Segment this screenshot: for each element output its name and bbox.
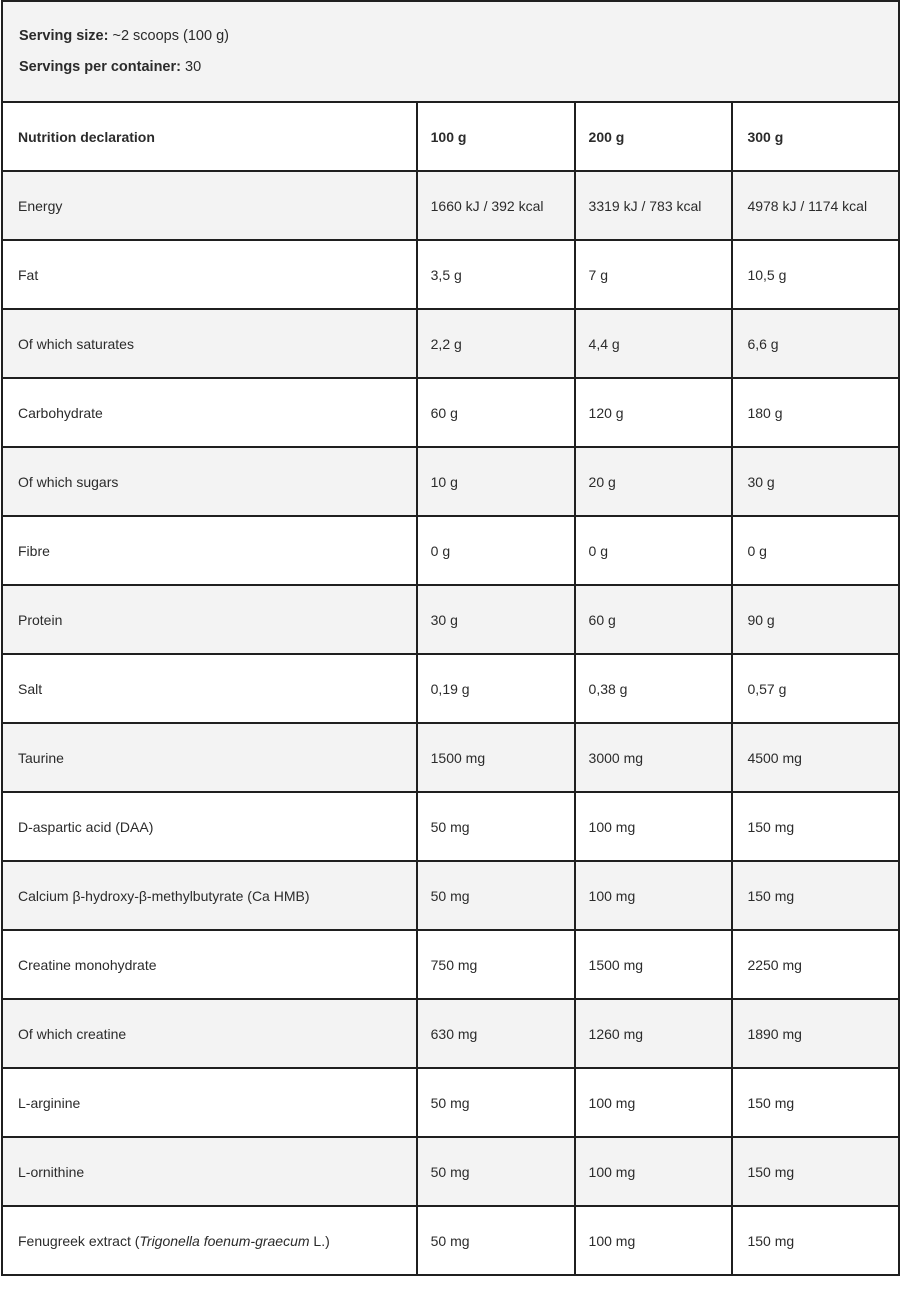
nutrient-name-latin: Trigonella foenum-graecum xyxy=(139,1232,310,1249)
serving-size-line xyxy=(19,21,898,52)
value-200g: 100 mg xyxy=(575,1206,733,1275)
value-200g: 100 mg xyxy=(575,1068,733,1137)
value-100g: 30 g xyxy=(417,585,575,654)
table-row xyxy=(2,723,899,792)
nutrient-name: Carbohydrate xyxy=(2,378,417,447)
nutrient-name: Of which sugars xyxy=(2,447,417,516)
nutrient-name-prefix: Fenugreek extract ( xyxy=(18,1232,140,1249)
value-100g: 0,19 g xyxy=(417,654,575,723)
value-200g: 4,4 g xyxy=(575,309,733,378)
nutrient-name: Of which creatine xyxy=(2,999,417,1068)
value-100g: 1500 mg xyxy=(417,723,575,792)
header-nutrition-declaration: Nutrition declaration xyxy=(2,102,417,171)
table-row xyxy=(2,1137,899,1206)
table-row xyxy=(2,309,899,378)
servings-per-container-label: Servings per container: xyxy=(19,58,181,75)
value-300g: 150 mg xyxy=(732,1068,899,1137)
value-200g: 1260 mg xyxy=(575,999,733,1068)
nutrient-name: Protein xyxy=(2,585,417,654)
nutrient-name: L-arginine xyxy=(2,1068,417,1137)
nutrient-name: Fat xyxy=(2,240,417,309)
table-row xyxy=(2,585,899,654)
header-100g: 100 g xyxy=(417,102,575,171)
value-200g: 100 mg xyxy=(575,861,733,930)
value-300g: 30 g xyxy=(732,447,899,516)
value-300g: 150 mg xyxy=(732,792,899,861)
nutrition-table-body xyxy=(2,1,899,1275)
value-300g: 180 g xyxy=(732,378,899,447)
value-200g: 0,38 g xyxy=(575,654,733,723)
value-100g: 1660 kJ / 392 kcal xyxy=(417,171,575,240)
value-200g: 0 g xyxy=(575,516,733,585)
nutrient-name xyxy=(2,1206,417,1275)
value-200g: 1500 mg xyxy=(575,930,733,999)
table-row xyxy=(2,516,899,585)
nutrient-name: L-ornithine xyxy=(2,1137,417,1206)
value-300g: 90 g xyxy=(732,585,899,654)
nutrient-name: Energy xyxy=(2,171,417,240)
value-100g: 60 g xyxy=(417,378,575,447)
nutrient-name: Taurine xyxy=(2,723,417,792)
table-row xyxy=(2,240,899,309)
value-200g: 20 g xyxy=(575,447,733,516)
nutrient-name: Salt xyxy=(2,654,417,723)
value-300g: 4500 mg xyxy=(732,723,899,792)
nutrient-name: Calcium β-hydroxy-β-methylbutyrate (Ca HMB) xyxy=(2,861,417,930)
serving-size-label: Serving size: xyxy=(19,27,109,44)
value-100g: 50 mg xyxy=(417,792,575,861)
value-200g: 7 g xyxy=(575,240,733,309)
value-100g: 50 mg xyxy=(417,1137,575,1206)
table-row xyxy=(2,999,899,1068)
table-header-row xyxy=(2,102,899,171)
value-300g: 150 mg xyxy=(732,1137,899,1206)
value-300g: 4978 kJ / 1174 kcal xyxy=(732,171,899,240)
nutrition-table xyxy=(1,0,900,1276)
table-row xyxy=(2,930,899,999)
nutrient-name: Fibre xyxy=(2,516,417,585)
value-300g: 10,5 g xyxy=(732,240,899,309)
value-100g: 10 g xyxy=(417,447,575,516)
value-300g: 2250 mg xyxy=(732,930,899,999)
serving-size-value: ~2 scoops (100 g) xyxy=(112,27,229,44)
value-100g: 50 mg xyxy=(417,1068,575,1137)
serving-info-row xyxy=(2,1,899,102)
value-100g: 630 mg xyxy=(417,999,575,1068)
table-row xyxy=(2,654,899,723)
nutrient-name: Creatine monohydrate xyxy=(2,930,417,999)
table-row xyxy=(2,861,899,930)
value-300g: 150 mg xyxy=(732,1206,899,1275)
table-row xyxy=(2,792,899,861)
value-100g: 3,5 g xyxy=(417,240,575,309)
serving-info-cell xyxy=(2,1,899,102)
nutrient-name-suffix: L.) xyxy=(309,1232,330,1249)
servings-per-container-line xyxy=(19,52,898,83)
header-300g: 300 g xyxy=(732,102,899,171)
table-row xyxy=(2,378,899,447)
value-200g: 100 mg xyxy=(575,1137,733,1206)
nutrient-name: D-aspartic acid (DAA) xyxy=(2,792,417,861)
value-300g: 1890 mg xyxy=(732,999,899,1068)
value-200g: 3000 mg xyxy=(575,723,733,792)
nutrient-name: Of which saturates xyxy=(2,309,417,378)
table-row xyxy=(2,171,899,240)
value-100g: 0 g xyxy=(417,516,575,585)
value-300g: 6,6 g xyxy=(732,309,899,378)
value-300g: 0 g xyxy=(732,516,899,585)
value-100g: 2,2 g xyxy=(417,309,575,378)
value-100g: 50 mg xyxy=(417,1206,575,1275)
servings-per-container-value: 30 xyxy=(185,58,202,75)
header-200g: 200 g xyxy=(575,102,733,171)
value-200g: 3319 kJ / 783 kcal xyxy=(575,171,733,240)
table-row xyxy=(2,447,899,516)
value-100g: 50 mg xyxy=(417,861,575,930)
table-row xyxy=(2,1206,899,1275)
value-200g: 100 mg xyxy=(575,792,733,861)
value-100g: 750 mg xyxy=(417,930,575,999)
value-300g: 150 mg xyxy=(732,861,899,930)
value-200g: 120 g xyxy=(575,378,733,447)
value-300g: 0,57 g xyxy=(732,654,899,723)
value-200g: 60 g xyxy=(575,585,733,654)
table-row xyxy=(2,1068,899,1137)
